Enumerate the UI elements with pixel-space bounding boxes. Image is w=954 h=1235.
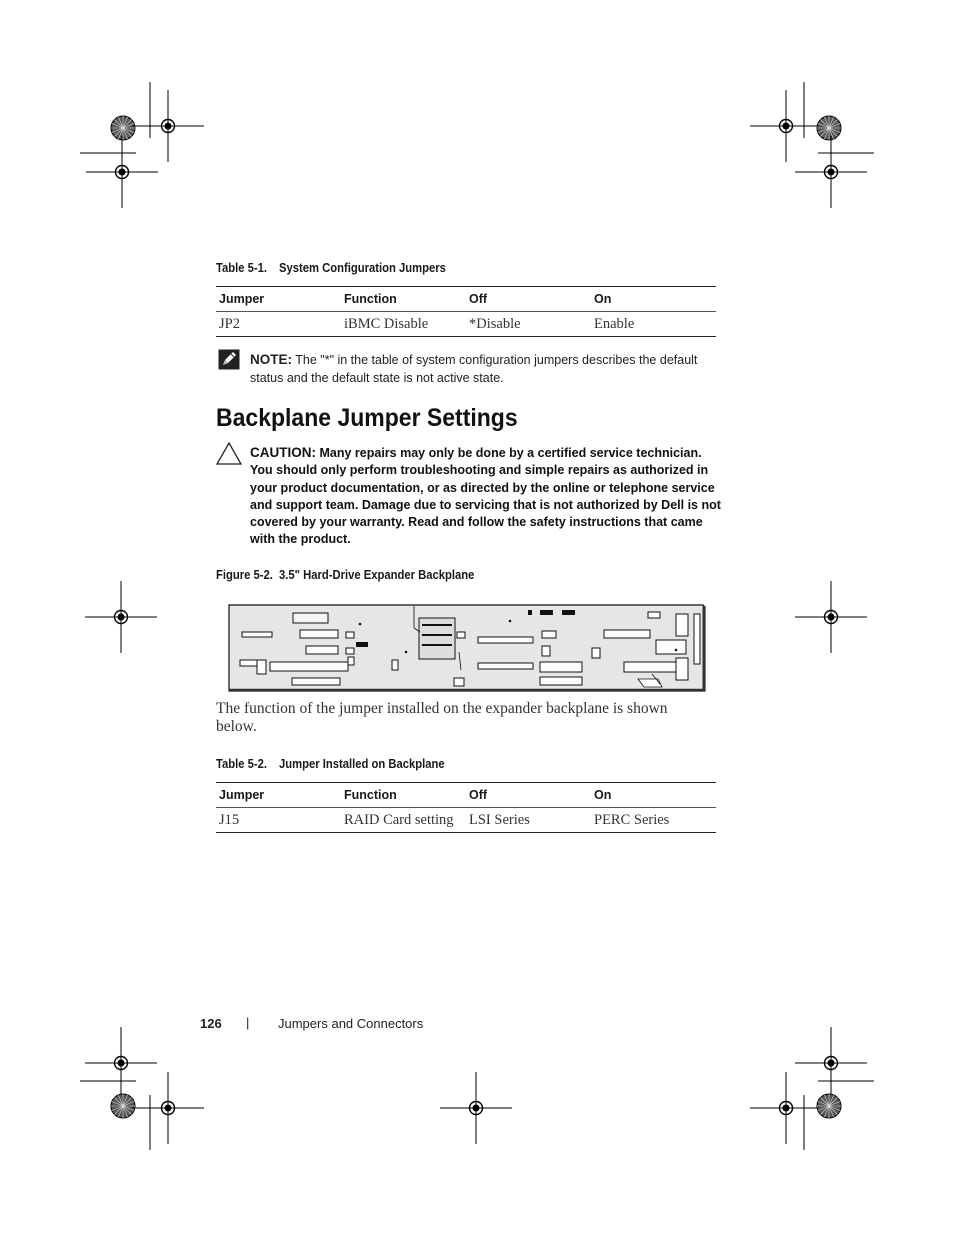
table2-header-function: Function	[341, 783, 466, 808]
backplane-figure	[226, 602, 708, 694]
table2-cell-off: LSI Series	[466, 808, 591, 833]
table2-cell-function: RAID Card setting	[341, 808, 466, 833]
footer-section: Jumpers and Connectors	[278, 1016, 424, 1031]
caution	[250, 444, 720, 549]
table2-number: Table 5-2.	[216, 757, 268, 771]
table1-caption	[216, 261, 446, 275]
table2-title: Jumper Installed on Backplane	[279, 757, 445, 771]
caution-line: and support team. Damage due to servicing that is not authorized by Dell is not	[250, 497, 721, 512]
table1-cell-off: *Disable	[466, 312, 591, 337]
table1-header-off: Off	[466, 287, 591, 312]
caution-triangle-icon	[216, 442, 242, 465]
table1-number: Table 5-1.	[216, 261, 268, 275]
caution-line: Many repairs may only be done by a certified service technician.	[319, 446, 702, 460]
table1-title: System Configuration Jumpers	[279, 261, 446, 275]
table-row	[216, 312, 716, 337]
table1	[216, 286, 716, 337]
table1-cell-on: Enable	[591, 312, 716, 337]
table1-header-on: On	[591, 287, 716, 312]
note-line1: The "*" in the table of system configuration jumpers describes the default	[295, 353, 698, 367]
body-paragraph: The function of the jumper installed on the expander backplane is shown below.	[216, 700, 668, 735]
note-label: NOTE:	[250, 352, 292, 367]
table2-header-row	[216, 783, 716, 808]
table2-cell-on: PERC Series	[591, 808, 716, 833]
note	[250, 351, 720, 387]
caution-line: covered by your warranty. Read and follow the safety instructions that came	[250, 515, 703, 530]
table1-cell-function: iBMC Disable	[341, 312, 466, 337]
note-line2: status and the default state is not active state.	[250, 370, 504, 385]
table1-header-jumper: Jumper	[216, 287, 341, 312]
figure-number: Figure 5-2.	[216, 568, 273, 582]
table2-header-off: Off	[466, 783, 591, 808]
caution-line: You should only perform troubleshooting and simple repairs as authorized in	[250, 463, 709, 478]
figure-caption	[216, 568, 474, 582]
table1-cell-jumper: JP2	[216, 312, 341, 337]
table2	[216, 782, 716, 833]
note-pencil-icon	[218, 349, 240, 370]
page-number: 126	[200, 1016, 222, 1031]
table-row	[216, 808, 716, 833]
figure-title: 3.5" Hard-Drive Expander Backplane	[279, 568, 475, 582]
table1-header-function: Function	[341, 287, 466, 312]
caution-line: with the product.	[250, 532, 351, 547]
table2-header-on: On	[591, 783, 716, 808]
table2-caption	[216, 757, 445, 771]
table2-header-jumper: Jumper	[216, 783, 341, 808]
footer-separator: |	[246, 1015, 250, 1030]
section-heading: Backplane Jumper Settings	[216, 404, 518, 432]
table2-cell-jumper: J15	[216, 808, 341, 833]
table1-header-row	[216, 287, 716, 312]
caution-line: your product documentation, or as directed by the online or telephone service	[250, 480, 715, 495]
caution-label: CAUTION:	[250, 445, 316, 460]
